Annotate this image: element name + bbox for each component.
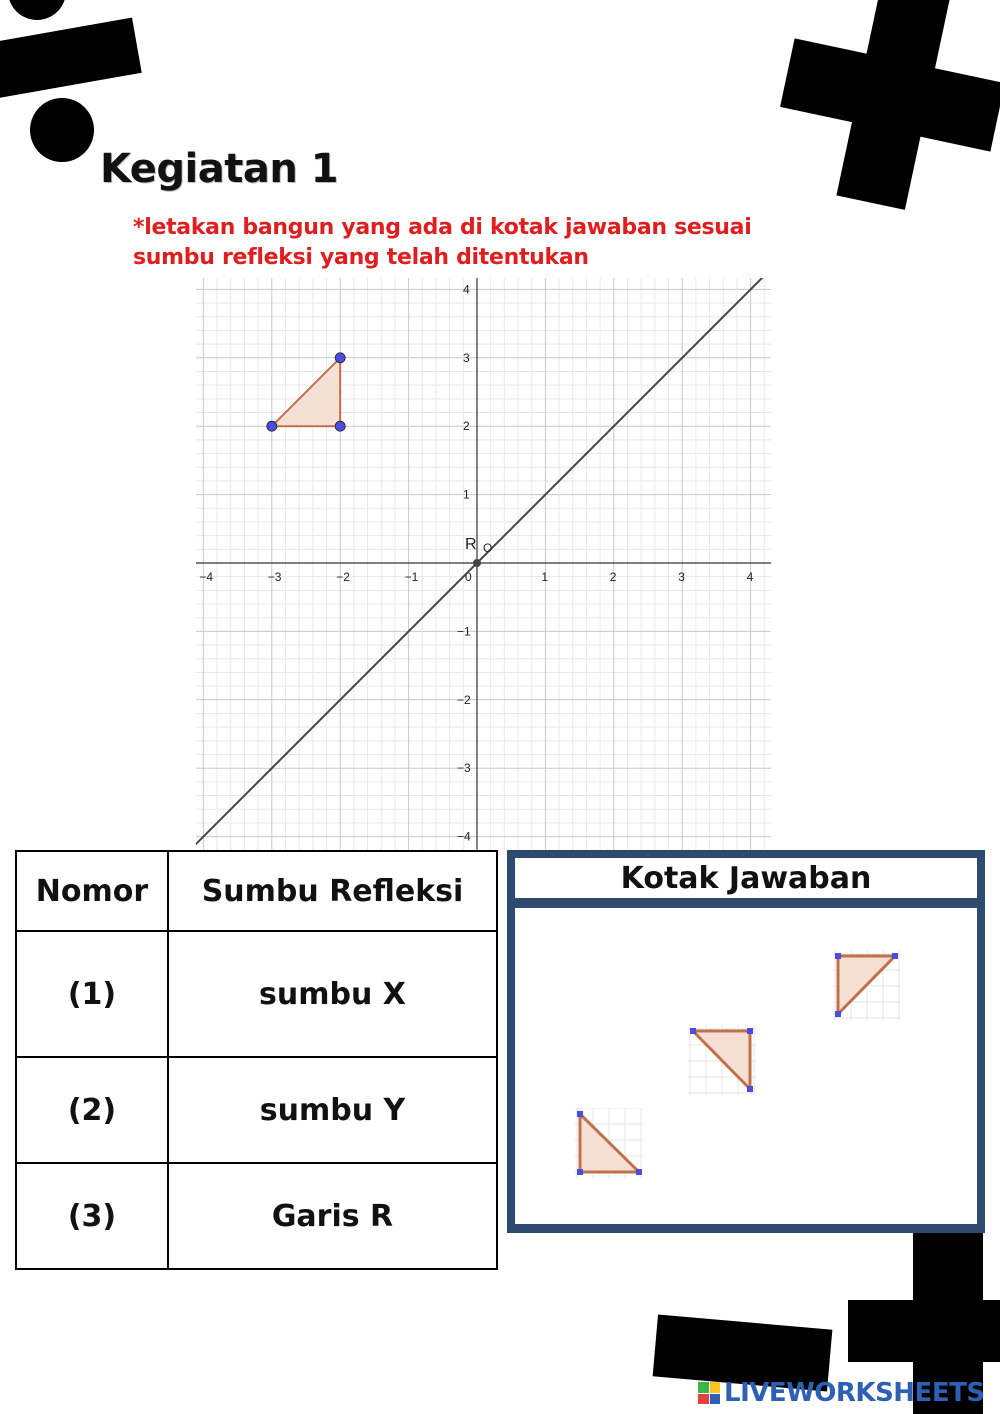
y-tick-label: 1	[463, 487, 470, 502]
grid-major-lines	[196, 278, 771, 850]
table-header-row	[16, 851, 497, 931]
division-symbol-bar	[0, 18, 142, 99]
answer-box-body	[515, 908, 977, 1224]
x-tick-label: 4	[746, 570, 754, 584]
triangle-piece-1[interactable]	[575, 1108, 643, 1178]
x-tick-label: −1	[404, 570, 419, 584]
triangle-shape	[272, 358, 340, 426]
y-tick-label: −2	[457, 692, 471, 707]
line-label-r: R	[465, 536, 477, 553]
x-tick-label: −2	[336, 570, 350, 584]
triangle-piece-2[interactable]	[688, 1025, 756, 1095]
row-number: (1)	[16, 931, 168, 1057]
row-axis: Garis R	[168, 1163, 497, 1269]
coordinate-graph	[196, 278, 771, 850]
row-number: (2)	[16, 1057, 168, 1163]
x-tick-label: −4	[199, 570, 214, 584]
row-number: (3)	[16, 1163, 168, 1269]
header-sumbu-refleksi: Sumbu Refleksi	[168, 851, 497, 931]
row-axis: sumbu Y	[168, 1057, 497, 1163]
grid-minor-lines	[196, 278, 771, 850]
triangle-vertex	[335, 421, 345, 431]
triangle-piece-3[interactable]	[833, 950, 901, 1020]
answer-box-title: Kotak Jawaban	[515, 858, 977, 898]
plus-symbol-bottom-horizontal	[848, 1300, 1000, 1362]
y-tick-label: −3	[457, 761, 471, 776]
triangle-vertex	[335, 353, 345, 363]
x-tick-label: −3	[267, 570, 282, 584]
page-title: Kegiatan 1	[100, 146, 339, 192]
liveworksheets-logo-icon	[698, 1382, 720, 1404]
y-tick-label: 4	[463, 282, 470, 297]
y-tick-label: 2	[463, 419, 470, 434]
y-tick-label: −1	[457, 624, 471, 639]
table-row	[16, 1057, 497, 1163]
x-tick-label: 3	[678, 570, 685, 584]
brand-name: LIVEWORKSHEETS	[724, 1378, 985, 1408]
x-tick-label: 1	[541, 570, 549, 584]
answer-box	[507, 850, 985, 1233]
header-nomor: Nomor	[16, 851, 168, 931]
origin-point	[473, 559, 481, 567]
division-symbol-top-dot	[8, 0, 66, 20]
instruction-text: *letakan bangun yang ada di kotak jawaban sesuai sumbu refleksi yang telah ditentukan	[133, 215, 752, 270]
x-tick-label: 2	[609, 570, 617, 584]
reflection-table	[15, 850, 498, 1270]
table-row	[16, 1163, 497, 1269]
division-symbol-bottom-dot	[30, 98, 94, 162]
triangle-vertex	[267, 421, 277, 431]
y-tick-label: −4	[457, 829, 471, 844]
y-tick-label: 3	[463, 350, 470, 365]
table-row	[16, 931, 497, 1057]
line-point-label-o: O	[483, 541, 493, 555]
x-tick-label: 0	[465, 570, 472, 584]
axes	[196, 278, 771, 850]
brand-footer	[698, 1378, 985, 1408]
row-axis: sumbu X	[168, 931, 497, 1057]
